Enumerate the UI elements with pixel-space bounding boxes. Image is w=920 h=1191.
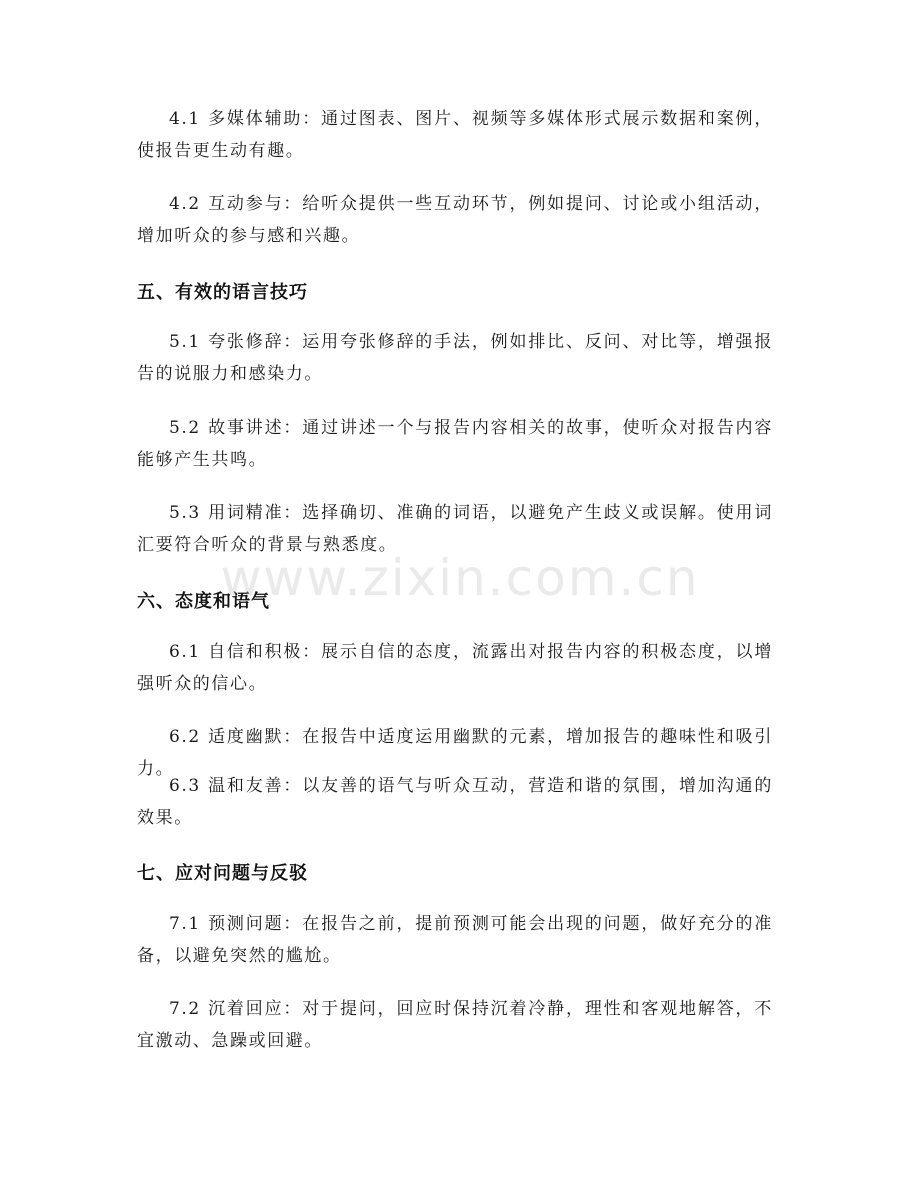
section-heading-6: 六、态度和语气 [137, 591, 270, 612]
paragraph-5-1: 5.1 夸张修辞：运用夸张修辞的手法，例如排比、反问、对比等，增强报告的说服力和感染力。 [137, 332, 773, 384]
paragraph-6-2: 6.2 适度幽默：在报告中适度运用幽默的元素，增加报告的趣味性和吸引力。 [137, 727, 773, 779]
paragraph-4-2: 4.2 互动参与：给听众提供一些互动环节，例如提问、讨论或小组活动，增加听众的参与感和兴趣。 [137, 194, 773, 246]
paragraph-7-1: 7.1 预测问题：在报告之前，提前预测可能会出现的问题，做好充分的准备，以避免突然的尴尬。 [137, 914, 773, 966]
paragraph-5-3: 5.3 用词精准：选择确切、准确的词语，以避免产生歧义或误解。使用词汇要符合听众的背景与熟悉度。 [137, 503, 773, 555]
paragraph-6-3: 6.3 温和友善：以友善的语气与听众互动，营造和谐的氛围，增加沟通的效果。 [137, 776, 773, 828]
paragraph-4-1: 4.1 多媒体辅助：通过图表、图片、视频等多媒体形式展示数据和案例，使报告更生动有趣。 [137, 109, 773, 161]
watermark: www.zixin.com.cn [220, 549, 700, 607]
section-heading-7: 七、应对问题与反驳 [137, 863, 308, 884]
section-heading-5: 五、有效的语言技巧 [137, 282, 308, 303]
paragraph-5-2: 5.2 故事讲述：通过讲述一个与报告内容相关的故事，使听众对报告内容能够产生共鸣。 [137, 418, 773, 470]
paragraph-7-2: 7.2 沉着回应：对于提问，回应时保持沉着冷静，理性和客观地解答，不宜激动、急躁或回避。 [137, 999, 773, 1051]
paragraph-6-1: 6.1 自信和积极：展示自信的态度，流露出对报告内容的积极态度，以增强听众的信心。 [137, 642, 773, 694]
